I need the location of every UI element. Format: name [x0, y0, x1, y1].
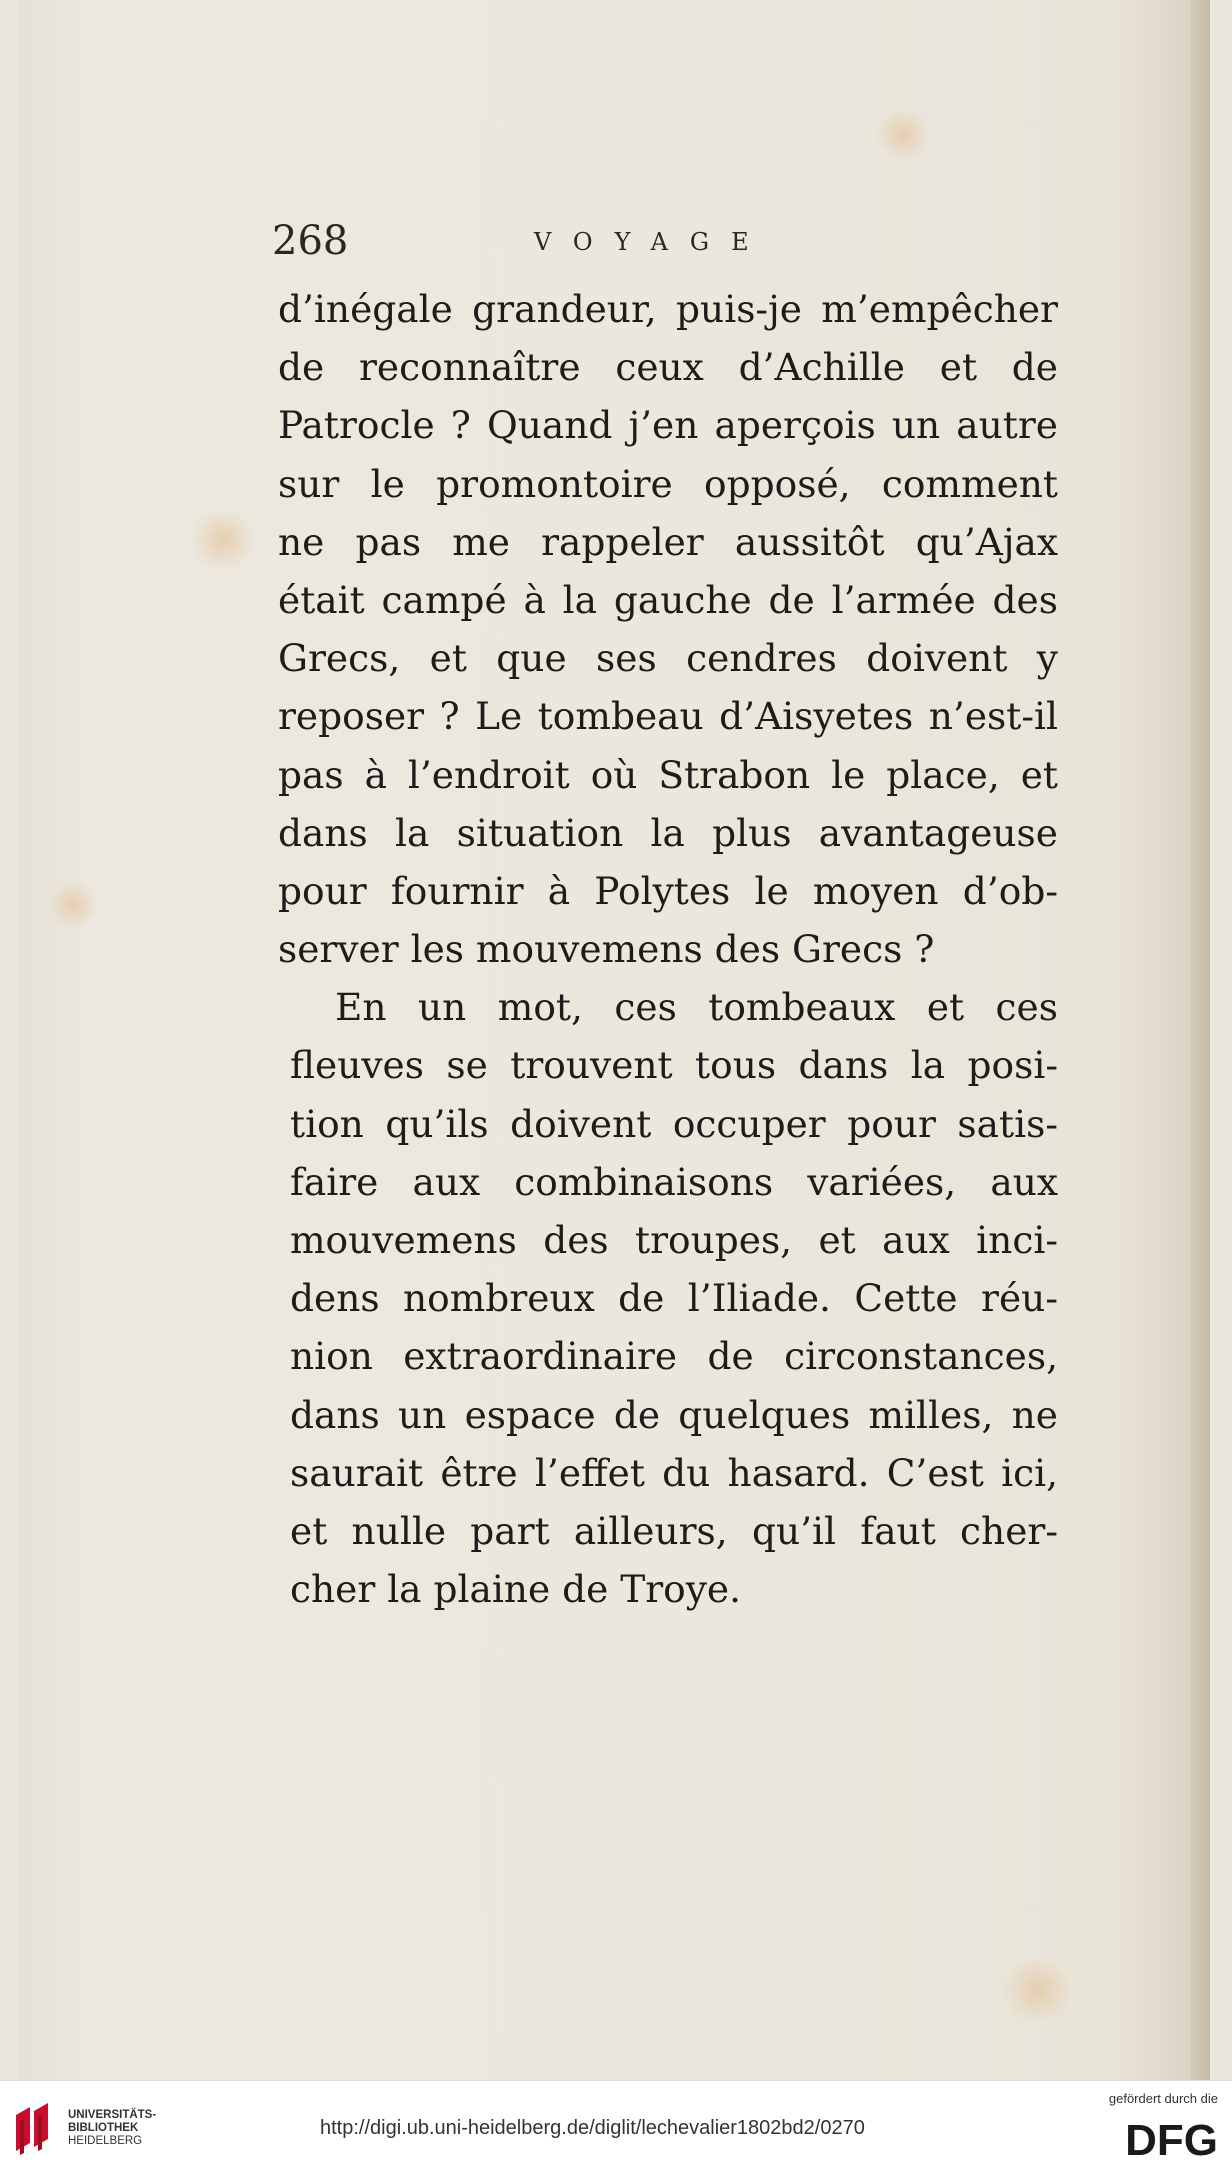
text-line: fleuves se trouvent tous dans la posi-: [290, 1043, 1058, 1088]
page-edge: [1190, 0, 1210, 2080]
permalink-url[interactable]: http://digi.ub.uni-heidelberg.de/diglit/lechevalier1802bd2/0270: [320, 2117, 865, 2139]
library-logo[interactable]: [10, 2101, 160, 2157]
text-line: d’inégale grandeur, puis-je m’empêcher: [278, 287, 1058, 331]
paragraph-1: [278, 280, 1058, 978]
text-line: ne pas me rappeler aussitôt qu’Ajax: [278, 519, 1058, 564]
text-line: sur le promontoire opposé, comment: [278, 461, 1058, 506]
text-line: cher la plaine de Troye.: [290, 1567, 742, 1612]
dfg-logo-text: DFG: [1125, 2116, 1218, 2161]
text-line: nion extraordinaire de circonstances,: [290, 1334, 1058, 1379]
text-line: Grecs, et que ses cendres doivent y: [278, 636, 1058, 681]
text-line: dans la situation la plus avantageuse: [278, 810, 1058, 855]
text-line: dans un espace de quelques milles, ne: [290, 1392, 1058, 1437]
page-header: [272, 218, 1092, 268]
paper-stain: [873, 110, 933, 160]
library-emblem-icon: [10, 2101, 62, 2157]
library-name-line: HEIDELBERG: [68, 2135, 143, 2147]
library-name: [68, 2109, 156, 2148]
text-line: et nulle part ailleurs, qu’il faut cher-: [290, 1508, 1058, 1553]
running-title: VOYAGE: [534, 228, 771, 256]
page-number: 268: [272, 218, 349, 264]
funding-notice: [1078, 2091, 1218, 2167]
text-line: tion qu’ils doivent occuper pour satis-: [290, 1101, 1058, 1146]
footer-bar: [0, 2080, 1232, 2172]
text-line: saurait être l’effet du hasard. C’est ici,: [290, 1450, 1058, 1495]
text-line: server les mouvemens des Grecs ?: [278, 927, 935, 972]
library-name-line: UNIVERSITÄTS-: [68, 2109, 157, 2121]
paper-stain: [998, 1960, 1078, 2020]
text-line: était campé à la gauche de l’armée des: [278, 577, 1058, 622]
text-line: mouvemens des troupes, et aux inci-: [290, 1218, 1058, 1262]
funding-label: gefördert durch die: [1108, 2091, 1218, 2106]
text-line: pas à l’endroit où Strabon le place, et: [278, 752, 1058, 797]
text-line: En un mot, ces tombeaux et ces: [335, 985, 1058, 1030]
text-line: de reconnaître ceux d’Achille et de: [278, 345, 1058, 390]
library-name-line: BIBLIOTHEK: [68, 2122, 139, 2134]
paper-stain: [48, 880, 98, 930]
text-line: dens nombreux de l’Iliade. Cette réu-: [290, 1276, 1058, 1321]
text-line: reposer ? Le tombeau d’Aisyetes n’est-il: [278, 694, 1058, 739]
body-text: [278, 280, 1058, 1618]
paper-stain: [188, 510, 258, 570]
dfg-logo[interactable]: [1098, 2115, 1218, 2161]
paragraph-2: [278, 978, 1058, 1618]
text-line: Patrocle ? Quand j’en aperçois un autre: [278, 403, 1058, 448]
text-line: faire aux combinaisons variées, aux: [290, 1159, 1058, 1204]
text-line: pour fournir à Polytes le moyen d’ob-: [278, 868, 1058, 913]
